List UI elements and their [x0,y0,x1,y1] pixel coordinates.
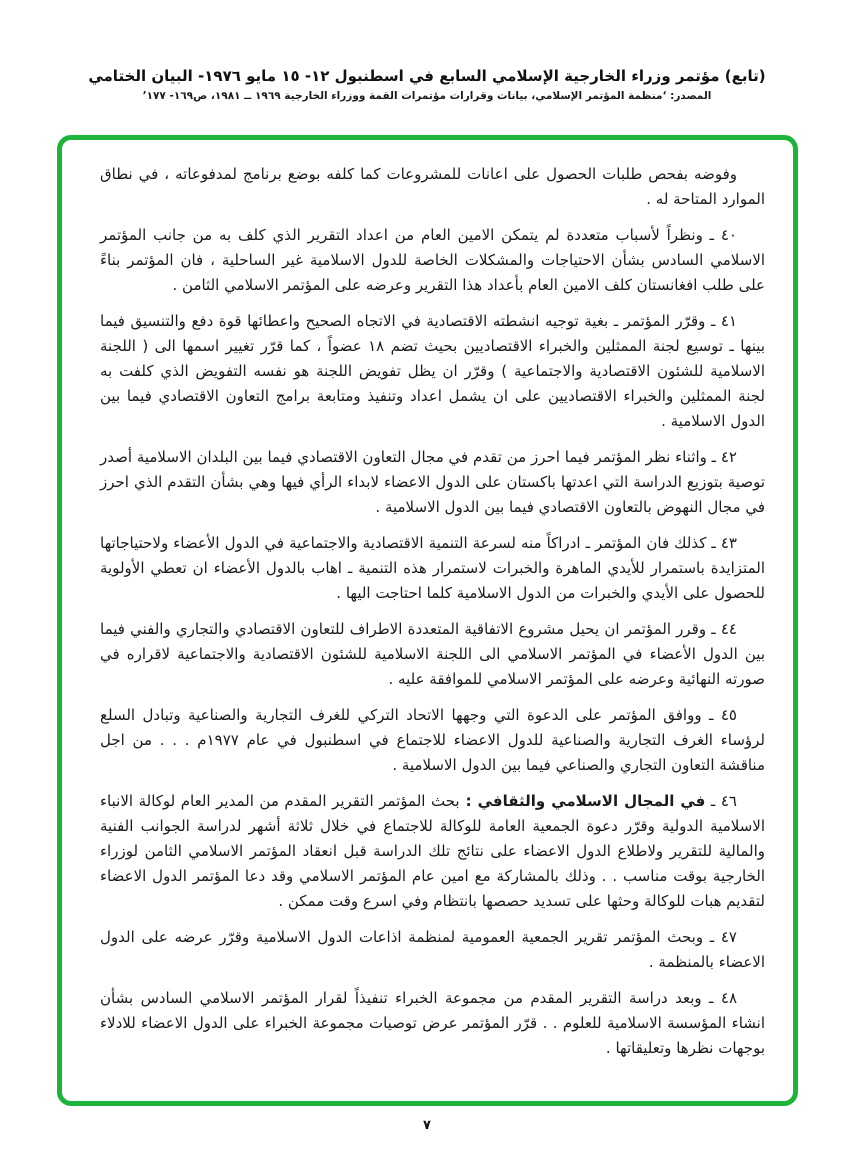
paragraph-42 [100,445,765,520]
paragraph-text: وبحث المؤتمر تقرير الجمعية العمومية لمنظمة اذاعات الدول الاسلامية وقرّر عرضه على الدول الاعضاء بالمنظمة . [100,928,765,971]
paragraph-number: ٤٨ ـ [701,989,738,1007]
paragraph-lead: في المجال الاسلامي والثقافي : [459,792,706,810]
paragraph-number: ٤١ ـ [705,312,737,330]
paragraph-text: ووافق المؤتمر على الدعوة التي وجهها الاتحاد التركي للغرف التجارية والصناعية وتبادل السلع لرؤساء الغرف التجارية والصناعية للدول الاعضاء للاجتماع في اسطنبول في عام ١٩٧٧م . . . من اجل مناقشة التعاون التجاري والصناعي فيما بين الدول الاسلامية . [100,706,765,774]
paragraph-43 [100,531,765,606]
paragraph-text: وقرّر المؤتمر ـ بغية توجيه انشطته الاقتصادية في الاتجاه الصحيح واعطائها قوة دفع والتنسيق فيما بينها ـ توسيع لجنة الممثلين والخبراء الاقتصاديين بحيث تضم ١٨ عضواً ، كما قرّر تغيير اسمها الى ( اللجنة الاسلامية للشئون الاقتصادية والاجتماعية ) وقرّر ان يظل تفويض اللجنة هو نفسه التفويض الذي كلفت به لجنة الممثلين والخبراء الاقتصاديين على ان يشمل اعداد وتنفيذ ومتابعة برامج التعاون الاقتصادي فيما بين الدول الاسلامية . [100,312,765,430]
paragraph-text: وبعد دراسة التقرير المقدم من مجموعة الخبراء تنفيذاً لقرار المؤتمر الاسلامي السادس بشأن انشاء المؤسسة الاسلامية للعلوم . . قرّر المؤتمر عرض توصيات مجموعة الخبراء على الدول الاعضاء للادلاء بوجهات نظرها وتعليقاتها . [100,989,765,1057]
paragraph-number: ٤٢ ـ [706,448,737,466]
paragraph-40 [100,223,765,298]
paragraph-41 [100,309,765,434]
paragraph-44 [100,617,765,692]
paragraph-number: ٤٠ ـ [702,226,737,244]
paragraph-text: كذلك فان المؤتمر ـ ادراكاً منه لسرعة التنمية الاقتصادية والاجتماعية في الدول الأعضاء ولاحتياجاتها المتزايدة باستمرار للأيدي الماهرة والخبرات لاستمرار هذه التنمية ـ اهاب بالدول الأعضاء ان تعطي الأولوية للحصول على الأيدي والخبرات من الدول الاسلامية كلما احتاجت اليها . [100,534,765,602]
green-text-frame [57,135,798,1106]
paragraph-number: ٤٧ ـ [703,928,737,946]
paragraph-48 [100,986,765,1061]
paragraph-number: ٤٤ ـ [706,620,737,638]
paragraph-text: وفوضه بفحص طلبات الحصول على اعانات للمشروعات كما كلفه بوضع برنامج لمدفوعاته ، في نطاق الموارد المتاحة له . [100,165,765,208]
paragraph-45 [100,703,765,778]
paragraph-text: ونظراً لأسباب متعددة لم يتمكن الامين العام من اعداد التقرير الذي كلف به من جانب المؤتمر الاسلامي السادس بشأن الاحتياجات والمشكلات الخاصة للدول الاسلامية غير الساحلية ، فان المؤتمر بناءً على طلب افغانستان كلف الامين العام بأعداد هذا التقرير وعرضه على المؤتمر الاسلامي الثامن . [100,226,765,294]
paragraph-46 [100,789,765,914]
paragraph-text: واثناء نظر المؤتمر فيما احرز من تقدم في مجال التعاون الاقتصادي فيما بين البلدان الاسلامية أصدر توصية بتوزيع الدراسة التي اعدتها باكستان على الدول الاعضاء لابداء الرأي فيها وهي بشأن التقدم الذي احرز في مجال النهوض بالتعاون الاقتصادي فيما بين الدول الاسلامية . [100,448,765,516]
paragraph-number: ٤٥ ـ [701,706,737,724]
paragraph-text: وقرر المؤتمر ان يحيل مشروع الاتفاقية المتعددة الاطراف للتعاون الاقتصادي والتجاري والفني فيما بين الدول الأعضاء في المؤتمر الاسلامي الى اللجنة الاسلامية للشئون الاقتصادية والاجتماعية لاقراره في صورته النهائية وعرضه على المؤتمر الاسلامي للموافقة عليه . [100,620,765,688]
page-title: (تابع) مؤتمر وزراء الخارجية الإسلامي السابع في اسطنبول ١٢- ١٥ مايو ١٩٧٦- البيان الختامي [88,67,766,85]
paragraph-47 [100,925,765,975]
paragraph-number: ٤٦ ـ [705,792,737,810]
document-body [62,140,793,1101]
paragraph-continuation [100,162,765,212]
document-header [0,66,854,102]
paragraph-number: ٤٣ ـ [706,534,737,552]
paragraph-text: بحث المؤتمر التقرير المقدم من المدير العام لوكالة الانباء الاسلامية الدولية وقرّر دعوة الجمعية العامة للوكالة للاجتماع في خلال ثلاثة أشهر لدراسة الجوانب الفنية والمالية للتقرير ولاطلاع الدول الاعضاء على نتائج تلك الدراسة قبل انعقاد المؤتمر الاسلامي الثامن لوزراء الخارجية بوقت مناسب . . وذلك بالمشاركة مع امين عام المؤتمر الاسلامي وقد دعا المؤتمر الدول الاعضاء لتقديم هبات للوكالة وحثها على تسديد حصصها بانتظام وفي اسرع وقت ممكن . [100,792,765,910]
source-line: المصدر: ‘منظمة المؤتمر الإسلامي، بيانات وقرارات مؤتمرات القمة ووزراء الخارجية ١٩٦٩ ــ ١٩٨١، ص١٦٩- ١٧٧’ [142,90,712,102]
page-number: ٧ [423,1118,431,1133]
